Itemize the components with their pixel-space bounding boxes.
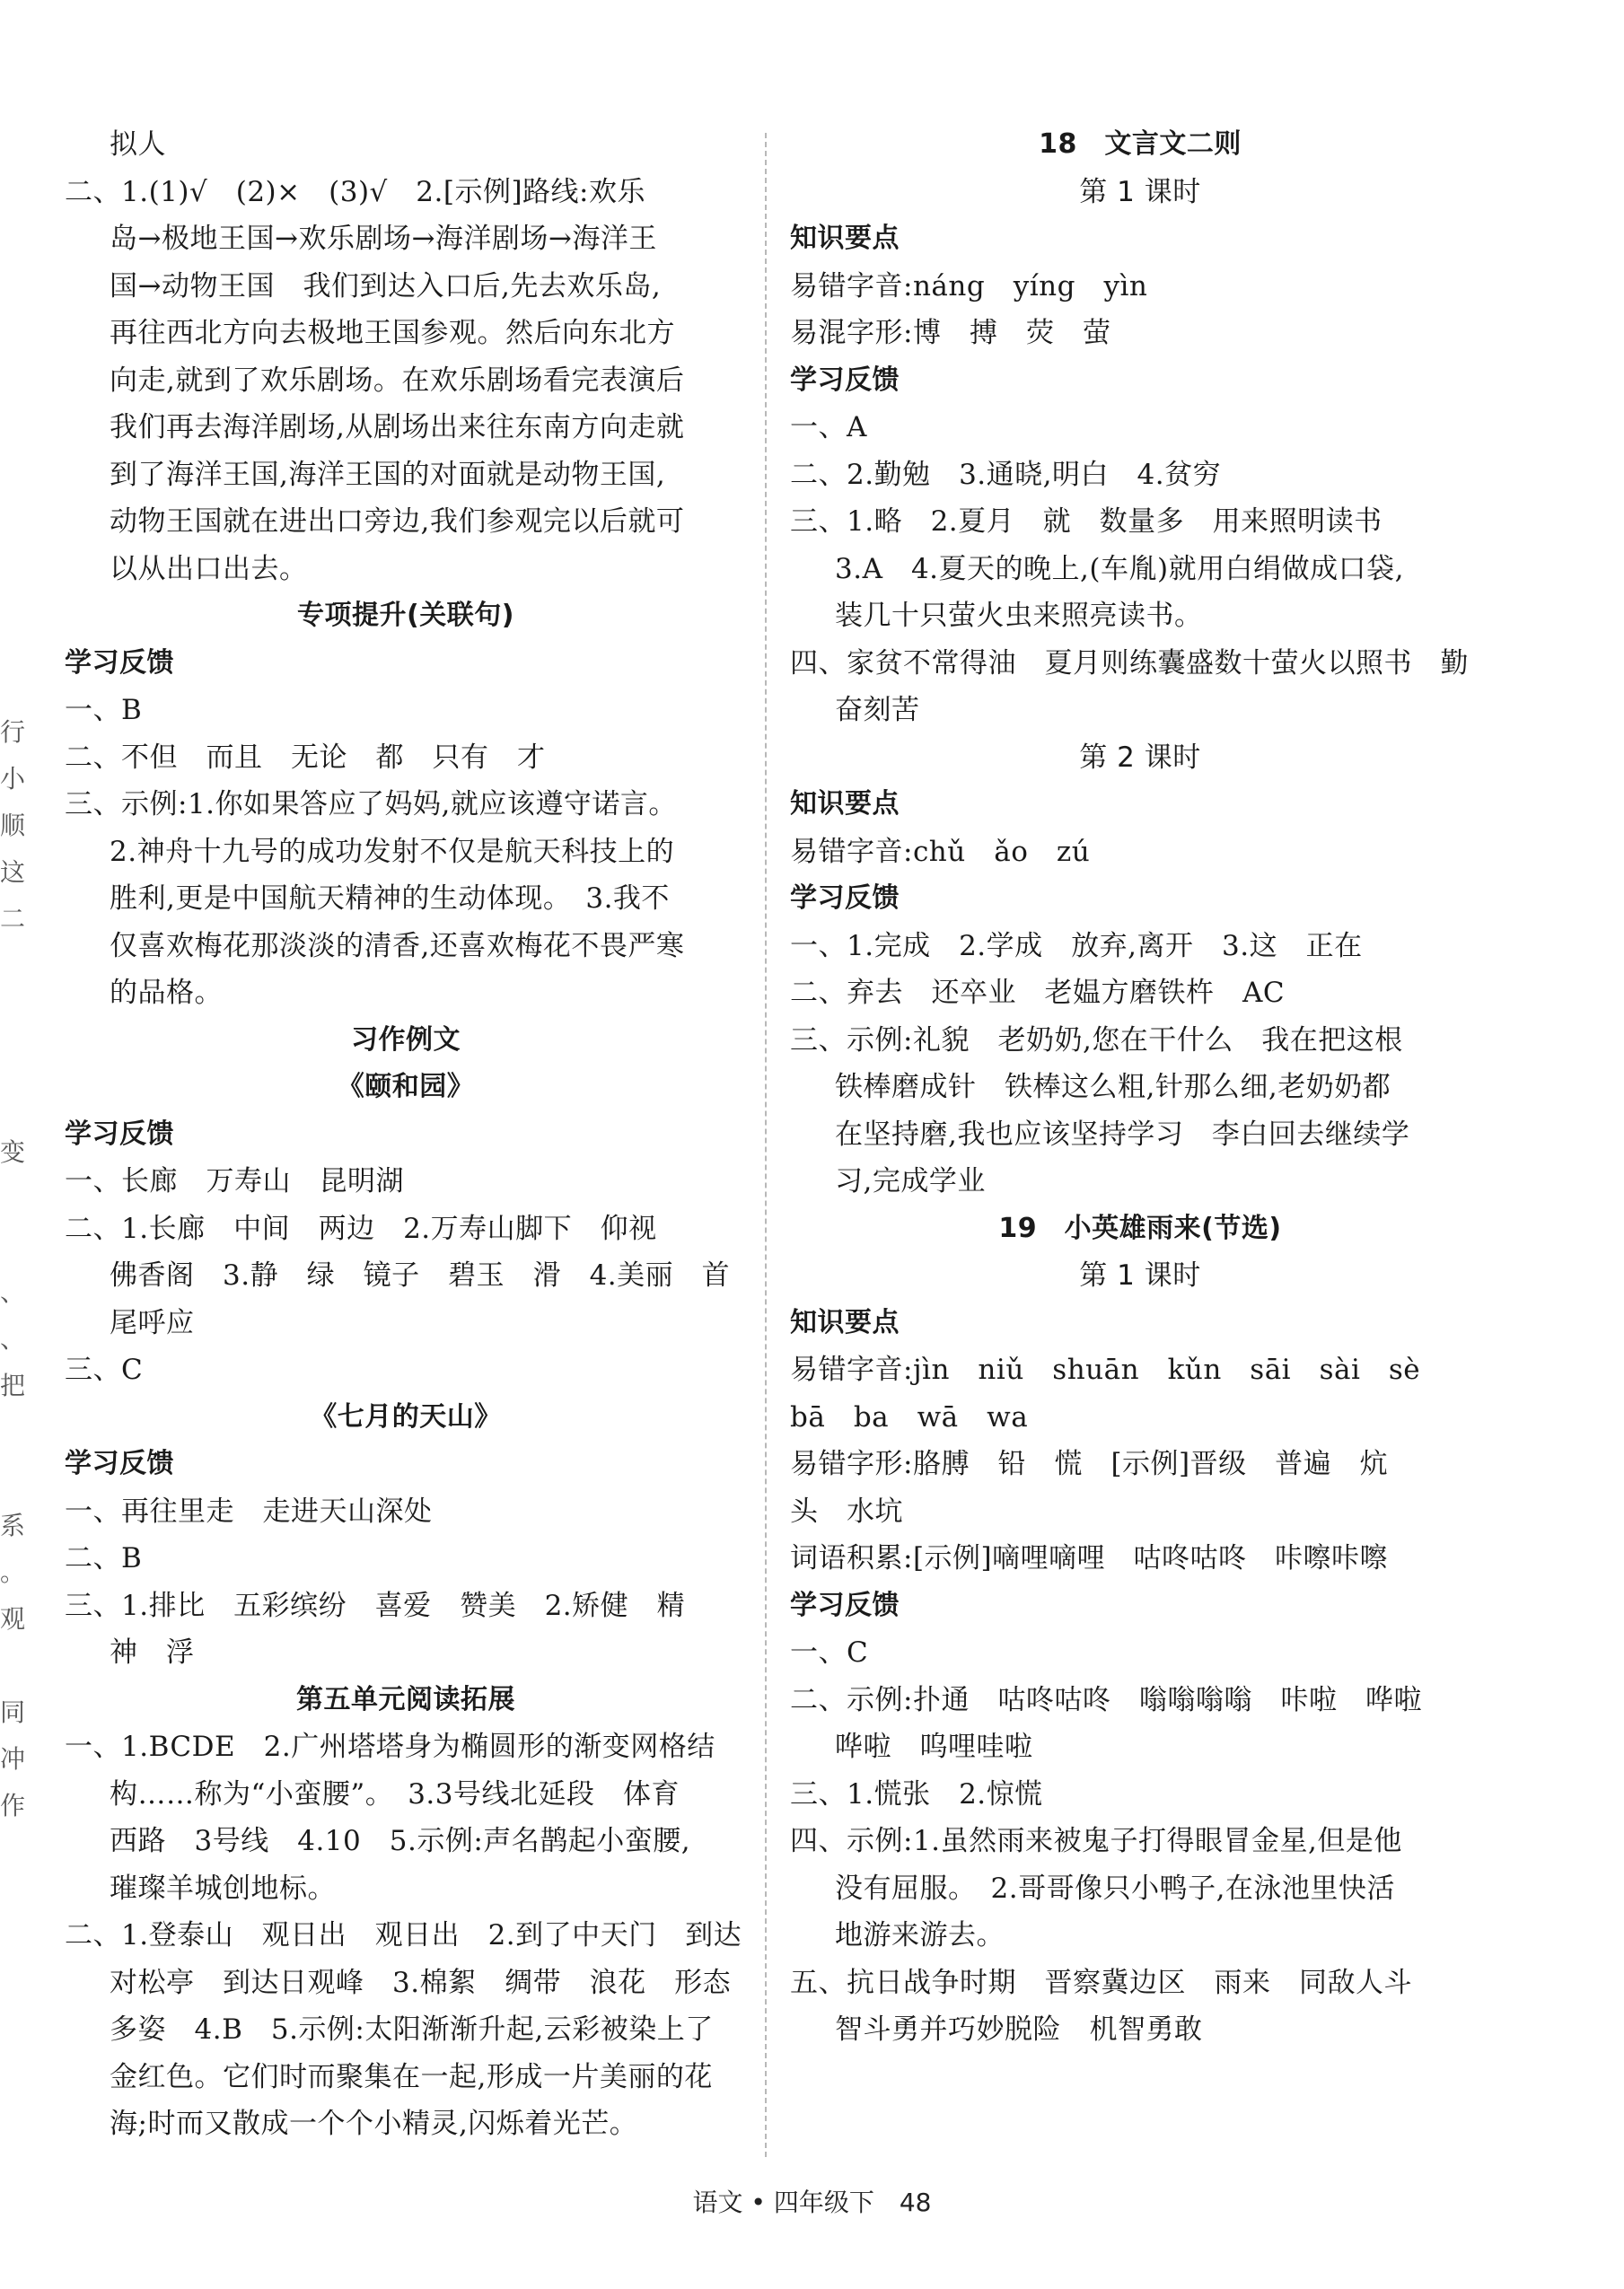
text-line: 易错字音:náng yíng yìn [790,269,1148,303]
text-line: 一、1.完成 2.学成 放弃,离开 3.这 正在 [790,929,1363,962]
text-line: 易错字形:胳膊 铅 慌 [示例]晋级 普遍 炕 [790,1448,1389,1480]
text-line: 向走,就到了欢乐剧场。在欢乐剧场看完表演后 [110,364,685,397]
lesson-title: 第五单元阅读拓展 [296,1683,515,1715]
section-heading: 学习反馈 [790,364,900,396]
text-line: 头 水坑 [790,1495,903,1528]
text-line: 2.神舟十九号的成功发射不仅是航天科技上的 [110,835,675,868]
text-line: 二、1.长廊 中间 两边 2.万寿山脚下 仰视 [65,1212,657,1245]
text-line: 国→动物王国 我们到达入口后,先去欢乐岛, [110,269,662,303]
text-line: 三、示例:1.你如果答应了妈妈,就应该遵守诺言。 [65,788,677,820]
text-line: 二、1.登泰山 观日出 观日出 2.到了中天门 到达 [65,1919,742,1951]
lesson-period: 第 1 课时 [1079,1259,1201,1292]
text-line: 词语积累:[示例]嘀哩嘀哩 咕咚咕咚 咔嚓咔嚓 [790,1542,1389,1574]
text-line: 再往西北方向去极地王国参观。然后向东北方 [110,317,675,349]
lesson-title: 《七月的天山》 [310,1400,502,1433]
text-line: 二、弃去 还卒业 老媪方磨铁杵 AC [790,977,1286,1009]
text-line: 二、B [65,1542,143,1574]
text-line: 金红色。它们时而聚集在一起,形成一片美丽的花 [110,2060,713,2093]
lesson-title: 专项提升(关联句) [297,600,514,631]
section-heading: 学习反馈 [65,1118,174,1150]
lesson-title: 习作例文 [351,1023,461,1056]
text-line: 在坚持磨,我也应该坚持学习 李白回去继续学 [835,1118,1410,1151]
lesson-period: 第 2 课时 [1079,741,1201,774]
text-line: 尾呼应 [110,1306,195,1339]
edge-fragment: 、 [0,1277,26,1307]
text-line: 构……称为“小蛮腰”。 3.3号线北延段 体育 [110,1777,680,1811]
text-line: 到了海洋王国,海洋王国的对面就是动物王国, [110,458,666,491]
edge-fragment: 、 [0,1324,26,1354]
text-line: 二、2.勤勉 3.通晓,明白 4.贫穷 [790,458,1222,491]
section-heading: 学习反馈 [790,1589,900,1621]
text-line: 哗啦 呜哩哇啦 [835,1731,1033,1763]
text-line: 习,完成学业 [835,1165,986,1197]
edge-fragment: 把 [0,1371,26,1400]
lesson-period: 第 1 课时 [1079,175,1201,208]
text-line: 西路 3号线 4.10 5.示例:声名鹊起小蛮腰, [110,1825,691,1857]
text-line: 四、家贫不常得油 夏月则练囊盛数十萤火以照书 勤 [790,646,1469,680]
section-heading: 学习反馈 [65,1448,174,1479]
lesson-title: 18 文言文二则 [1039,128,1242,160]
text-line: 多姿 4.B 5.示例:太阳渐渐升起,云彩被染上了 [110,2013,714,2046]
edge-fragment: 这 [0,857,26,887]
text-line: 智斗勇并巧妙脱险 机智勇敢 [835,2013,1203,2046]
text-line: 一、A [790,411,867,443]
edge-fragment [0,1223,20,1269]
text-line: 二、1.(1)√ (2)× (3)√ 2.[示例]路线:欢乐 [65,175,646,208]
text-line: 拟人 [110,128,166,161]
text-line: bā ba wā wa [790,1400,1029,1434]
edge-fragment: 观 [0,1604,26,1634]
adjacent-page-edge [0,709,26,1829]
edge-fragment [0,1036,20,1083]
section-heading: 知识要点 [790,1306,900,1338]
text-line: 奋刻苦 [835,694,920,726]
text-line: 一、B [65,694,143,726]
text-line: 3.A 4.夏天的晚上,(车胤)就用白绢做成口袋, [835,552,1404,585]
section-heading: 学习反馈 [65,646,174,679]
text-line: 岛→极地王国→欢乐剧场→海洋剧场→海洋王 [110,223,657,255]
section-heading: 学习反馈 [790,882,900,914]
text-line: 易混字形:博 搏 荧 萤 [790,317,1111,349]
lesson-title: 19 小英雄雨来(节选) [998,1212,1282,1244]
text-line: 三、C [65,1354,144,1386]
edge-fragment: 冲 [0,1744,26,1774]
text-line: 地游来游去。 [835,1919,1005,1951]
text-line: 璀璨羊城创地标。 [110,1872,336,1905]
page-footer: 语文 • 四年级下 48 [692,2188,932,2217]
edge-fragment [0,1456,20,1503]
edge-fragment: 顺 [0,811,26,840]
text-line: 易错字音:chǔ ǎo zú [790,835,1091,868]
text-line: 的品格。 [110,977,223,1009]
text-line: 装几十只萤火虫来照亮读书。 [835,600,1203,632]
section-heading: 知识要点 [790,788,900,820]
text-line: 三、1.略 2.夏月 就 数量多 用来照明读书 [790,505,1383,538]
edge-fragment [0,943,20,989]
edge-fragment [0,1083,20,1129]
text-line: 四、示例:1.虽然雨来被鬼子打得眼冒金星,但是他 [790,1825,1402,1857]
edge-fragment: 小 [0,764,26,794]
text-line: 神 浮 [110,1636,195,1669]
edge-fragment: 行 [0,717,26,747]
text-line: 仅喜欢梅花那淡淡的清香,还喜欢梅花不畏严寒 [110,929,685,962]
text-line: 三、1.慌张 2.惊慌 [790,1777,1043,1811]
edge-fragment: 同 [0,1697,26,1727]
text-line: 五、抗日战争时期 晋察冀边区 雨来 同敌人斗 [790,1966,1412,1999]
edge-fragment: 系 [0,1511,26,1540]
edge-fragment [0,989,20,1036]
edge-fragment [0,1643,20,1689]
text-line: 佛香阁 3.静 绿 镜子 碧玉 滑 4.美丽 首 [110,1259,731,1292]
text-line: 二、不但 而且 无论 都 只有 才 [65,741,546,774]
right-column [790,121,1490,2054]
left-column [65,121,747,2148]
section-heading: 知识要点 [790,223,900,254]
text-line: 一、C [790,1636,869,1669]
text-line: 以从出口出去。 [110,552,308,585]
text-line: 一、1.BCDE 2.广州塔塔身为椭圆形的渐变网格结 [65,1731,715,1763]
text-line: 三、示例:礼貌 老奶奶,您在干什么 我在把这根 [790,1023,1403,1057]
text-line: 动物王国就在进出口旁边,我们参观完以后就可 [110,505,685,538]
text-line: 胜利,更是中国航天精神的生动体现。 3.我不 [110,882,670,915]
edge-fragment: 。 [0,1557,26,1587]
text-line: 铁棒磨成针 铁棒这么粗,针那么细,老奶奶都 [835,1071,1391,1103]
text-line: 对松亭 到达日观峰 3.棉絮 绸带 浪花 形态 [110,1966,732,1999]
text-line: 二、示例:扑通 咕咚咕咚 嗡嗡嗡嗡 咔啦 哗啦 [790,1683,1422,1716]
edge-fragment: 变 [0,1137,26,1167]
text-line: 三、1.排比 五彩缤纷 喜爱 赞美 2.矫健 精 [65,1589,686,1622]
text-line: 易错字音:jìn niǔ shuān kǔn sāi sài sè [790,1354,1421,1386]
edge-fragment: 作 [0,1791,26,1820]
edge-fragment [0,1176,20,1223]
text-line: 一、长廊 万寿山 昆明湖 [65,1165,404,1197]
edge-fragment: 二 [0,904,26,934]
lesson-title: 《颐和园》 [337,1071,475,1102]
text-line: 海;时而又散成一个个小精灵,闪烁着光芒。 [110,2108,638,2140]
text-line: 没有屈服。 2.哥哥像只小鸭子,在泳池里快活 [835,1872,1395,1905]
column-divider [765,133,767,2157]
text-line: 我们再去海洋剧场,从剧场出来往东南方向走就 [110,411,685,443]
edge-fragment [0,1409,20,1456]
text-line: 一、再往里走 走进天山深处 [65,1495,433,1528]
